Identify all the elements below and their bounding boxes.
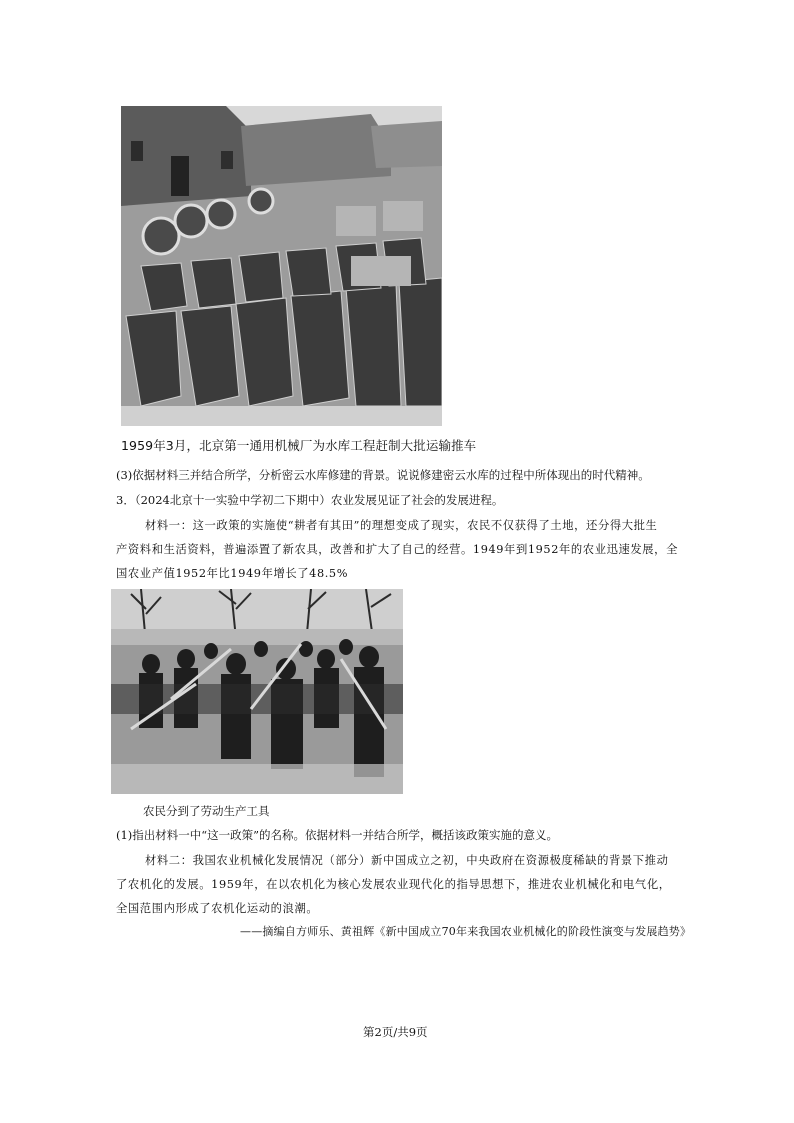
material-1-line-2: 产资料和生活资料，普遍添置了新农具，改善和扩大了自己的经营。1949年到1952年的农业迅速发展，全 <box>116 543 678 556</box>
question-3-sub-3: (3)依据材料三并结合所学，分析密云水库修建的背景。说说修建密云水库的过程中所体现出的时代精神。 <box>116 468 650 482</box>
material-2-line-1: 材料二：我国农业机械化发展情况（部分）新中国成立之初，中央政府在资源极度稀缺的背景下推动 <box>145 854 669 867</box>
material-2-line-2: 了农机化的发展。1959年，在以农机化为核心发展农业现代化的指导思想下，推进农业机械化和电气化， <box>116 878 671 891</box>
photo-2-caption: 农民分到了劳动生产工具 <box>143 804 270 818</box>
material-2-source: ——摘编自方师乐、黄祖辉《新中国成立70年来我国农业机械化的阶段性演变与发展趋势》 <box>240 925 692 938</box>
factory-carts-photo <box>121 106 442 426</box>
material-1-line-1: 材料一：这一政策的实施使“耕者有其田”的理想变成了现实，农民不仅获得了土地，还分得大批生 <box>145 519 658 532</box>
page-number: 第2页/共9页 <box>363 1025 428 1039</box>
material-1-line-3: 国农业产值1952年比1949年增长了48.5% <box>116 567 349 580</box>
photo-caption: 1959年3月，北京第一通用机械厂为水库工程赶制大批运输推车 <box>121 438 477 453</box>
farmers-tools-photo <box>111 589 403 794</box>
question-3-heading: 3．（2024北京十一实验中学初二下期中）农业发展见证了社会的发展进程。 <box>116 493 504 507</box>
question-3-sub-1: (1)指出材料一中“这一政策”的名称。依据材料一并结合所学，概括该政策实施的意义。 <box>116 828 559 842</box>
material-2-line-3: 全国范围内形成了农机化运动的浪潮。 <box>116 902 319 915</box>
